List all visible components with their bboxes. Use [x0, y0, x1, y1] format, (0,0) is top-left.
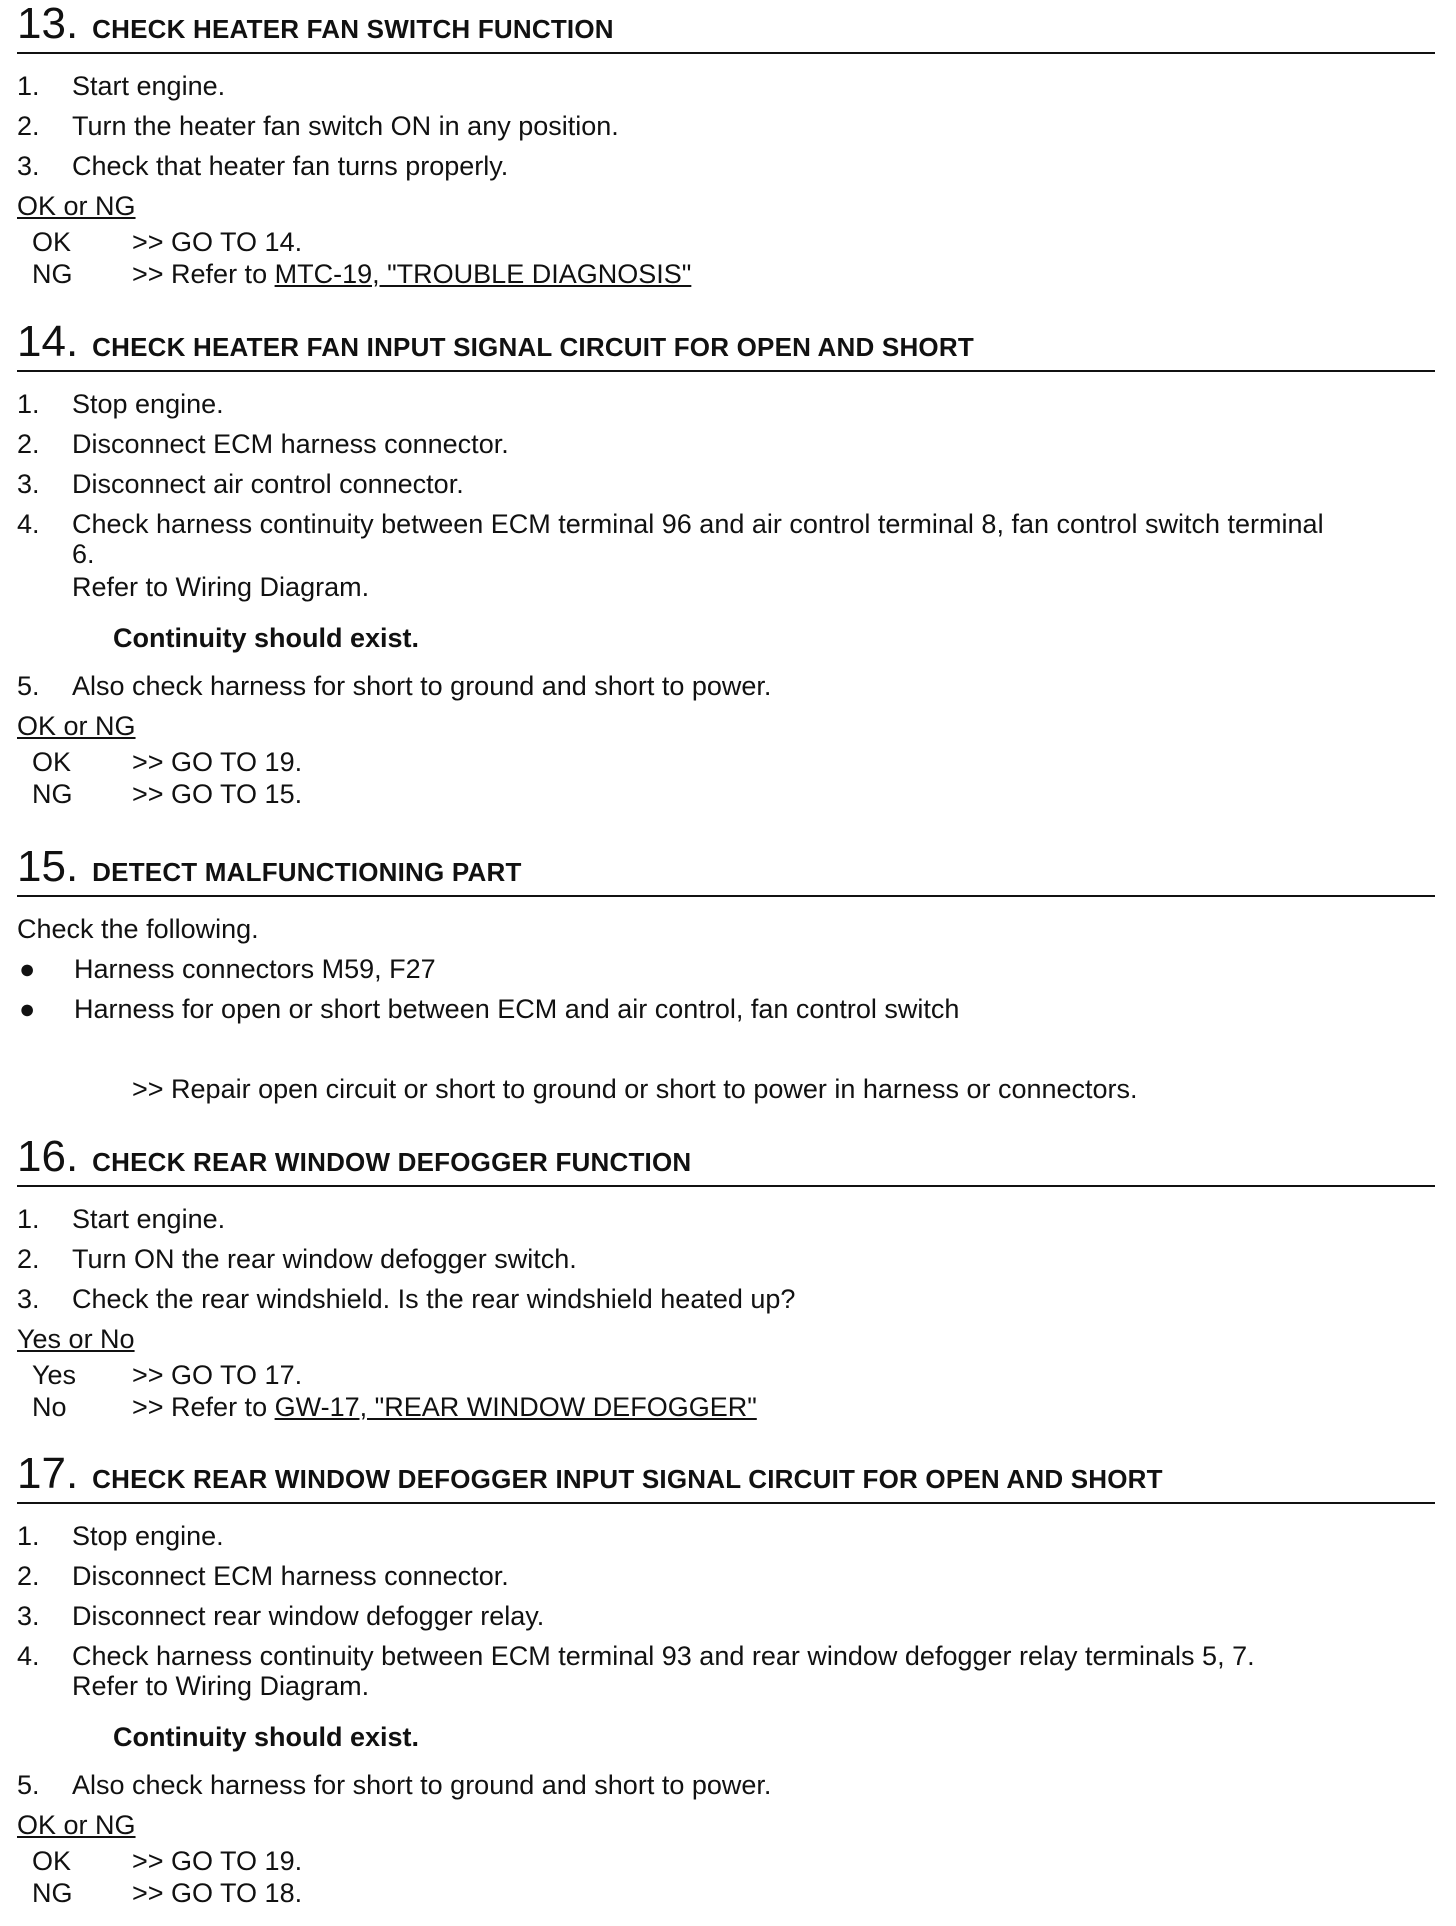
result-ng: NG >> GO TO 18.: [32, 1878, 303, 1908]
step-number: 13.: [17, 0, 79, 48]
step-title: CHECK HEATER FAN SWITCH FUNCTION: [92, 14, 614, 44]
bullet-item: ● Harness for open or short between ECM and air control, fan control switch: [17, 989, 1435, 1029]
ok-ng-label: OK or NG: [17, 1810, 136, 1840]
result-ok: OK >> GO TO 19.: [32, 747, 303, 777]
result-ok: OK >> GO TO 14.: [32, 227, 303, 257]
section-heading: [17, 0, 1435, 54]
continuity-note: Continuity should exist.: [113, 623, 420, 653]
section-heading: [17, 318, 1435, 372]
list-item: 3. Check that heater fan turns properly.: [17, 151, 509, 181]
list-item: 2. Disconnect ECM harness connector.: [17, 429, 509, 459]
bullet-item: ● Harness connectors M59, F27: [17, 949, 1435, 989]
bullet-icon: ●: [19, 994, 36, 1024]
section-heading: [17, 1133, 1435, 1187]
ok-ng-label: OK or NG: [17, 711, 136, 741]
step-number: 14.: [17, 317, 79, 366]
section-14: [17, 318, 1435, 810]
bullet-icon: ●: [19, 954, 36, 984]
list-item: 1. Stop engine.: [17, 389, 224, 419]
repair-instruction: >> Repair open circuit or short to ground or short to power in harness or connectors.: [132, 1074, 1138, 1104]
gw-17-link[interactable]: GW-17, "REAR WINDOW DEFOGGER": [274, 1392, 757, 1422]
section-heading: [17, 1450, 1435, 1504]
yes-no-label: Yes or No: [17, 1324, 135, 1354]
list-item: 2. Turn the heater fan switch ON in any position.: [17, 111, 619, 141]
continuity-note: Continuity should exist.: [113, 1722, 420, 1752]
list-item: 1. Stop engine.: [17, 1521, 224, 1551]
list-item: 3. Disconnect air control connector.: [17, 469, 464, 499]
step-title: CHECK REAR WINDOW DEFOGGER INPUT SIGNAL CIRCUIT FOR OPEN AND SHORT: [92, 1464, 1163, 1494]
mtc-19-link[interactable]: MTC-19, "TROUBLE DIAGNOSIS": [274, 259, 692, 289]
step-number: 17.: [17, 1449, 79, 1498]
wiring-diagram-ref: Refer to Wiring Diagram.: [72, 1671, 370, 1701]
section-15: [17, 843, 1435, 1109]
ok-ng-label: OK or NG: [17, 191, 136, 221]
list-item: 4. Check harness continuity between ECM terminal 96 and air control terminal 8, fan control switch terminal: [17, 509, 1324, 539]
result-no: No >> Refer to GW-17, "REAR WINDOW DEFOGGER": [32, 1392, 757, 1422]
intro-text: Check the following.: [17, 914, 259, 944]
result-yes: Yes >> GO TO 17.: [32, 1360, 303, 1390]
section-heading: [17, 843, 1435, 897]
section-17: [17, 1450, 1435, 1909]
result-ng: NG >> GO TO 15.: [32, 779, 303, 809]
list-item: 4. Check harness continuity between ECM terminal 93 and rear window defogger relay terminals 5, 7.: [17, 1641, 1255, 1671]
list-item: 3. Check the rear windshield. Is the rear windshield heated up?: [17, 1284, 796, 1314]
list-item: 1. Start engine.: [17, 1204, 226, 1234]
result-ok: OK >> GO TO 19.: [32, 1846, 303, 1876]
list-item: 5. Also check harness for short to ground and short to power.: [17, 671, 772, 701]
section-13: [17, 0, 1435, 290]
section-16: [17, 1133, 1435, 1423]
list-item-continuation: 6.: [72, 539, 95, 569]
list-item: 3. Disconnect rear window defogger relay.: [17, 1601, 545, 1631]
list-item: 1. Start engine.: [17, 71, 226, 101]
wiring-diagram-ref: Refer to Wiring Diagram.: [72, 572, 370, 602]
step-number: 15.: [17, 842, 79, 891]
step-title: CHECK HEATER FAN INPUT SIGNAL CIRCUIT FOR OPEN AND SHORT: [92, 332, 974, 362]
list-item: 5. Also check harness for short to ground and short to power.: [17, 1770, 772, 1800]
step-number: 16.: [17, 1132, 79, 1181]
step-title: DETECT MALFUNCTIONING PART: [92, 857, 522, 887]
result-ng: NG >> Refer to MTC-19, "TROUBLE DIAGNOSIS": [32, 259, 692, 289]
step-title: CHECK REAR WINDOW DEFOGGER FUNCTION: [92, 1147, 692, 1177]
list-item: 2. Turn ON the rear window defogger switch.: [17, 1244, 577, 1274]
list-item: 2. Disconnect ECM harness connector.: [17, 1561, 509, 1591]
